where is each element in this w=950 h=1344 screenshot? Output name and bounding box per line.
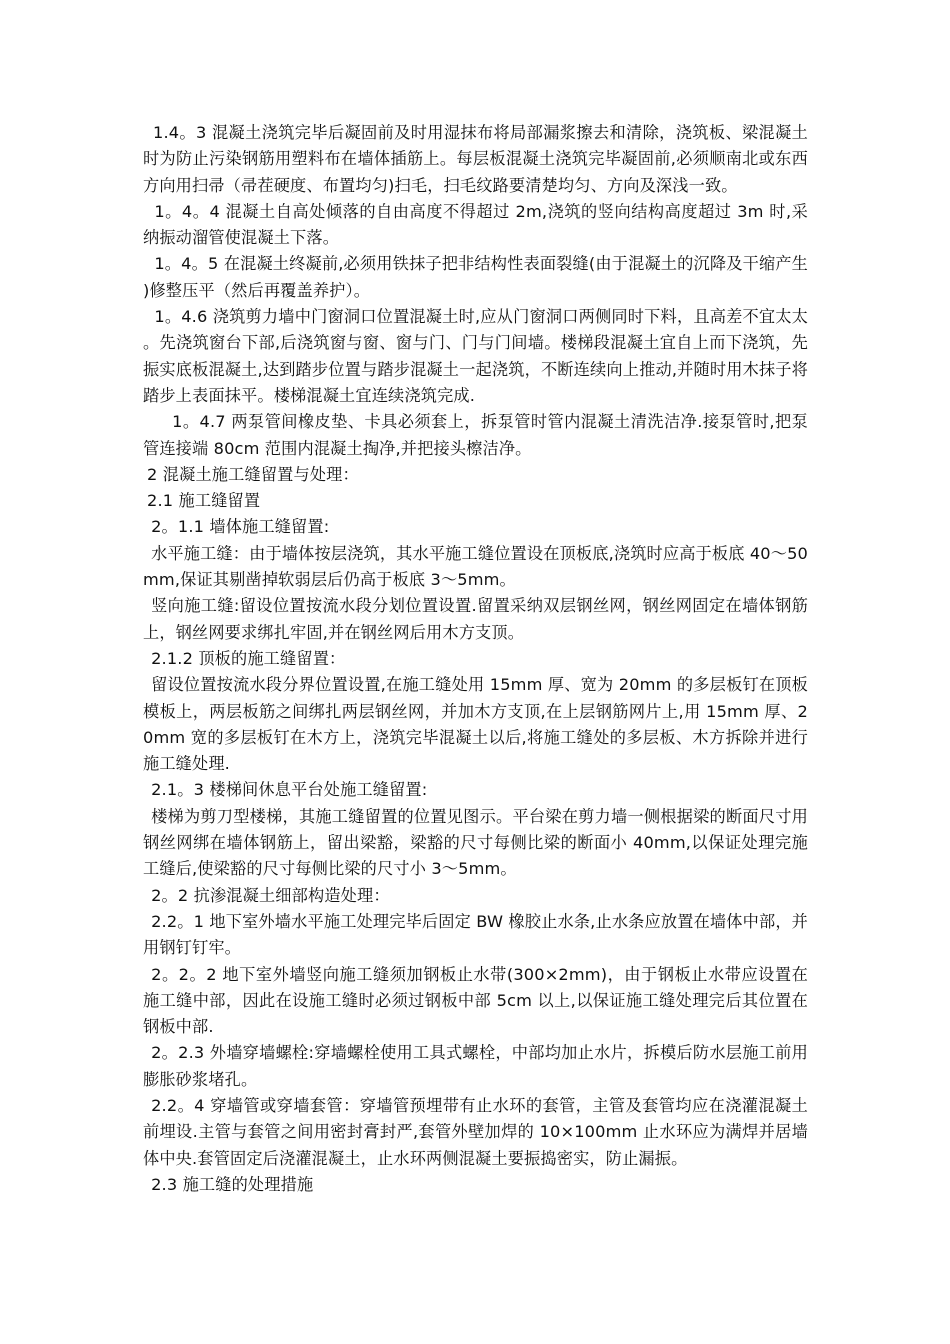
paragraph-vertical-joint: 竖向施工缝:留设位置按流水段分划位置设置.留置采纳双层钢丝网，钢丝网固定在墙体钢筋上，钢丝网要求绑扎牢固,并在钢丝网后用木方支顶。: [143, 596, 808, 642]
subsection-heading-2-1-1: 2。1.1 墙体施工缝留置:: [151, 517, 330, 537]
paragraph-2-2-3: 2。2.3 外墙穿墙螺栓:穿墙螺栓使用工具式螺栓，中部均加止水片，拆模后防水层施工前用膨胀砂浆堵孔。: [143, 1043, 808, 1089]
paragraph-1-4-6: 1。4.6 浇筑剪力墙中门窗洞口位置混凝土时,应从门窗洞口两侧同时下料，且高差不宜太太。先浇筑窗台下部,后浇筑窗与窗、窗与门、门与门间墙。楼梯段混凝土宜自上而下浇筑，先振实底板混凝土,达到踏步位置与踏步混凝土一起浇筑，不断连续向上推动,并随时用木抹子将踏步上表面抹平。楼梯混凝土宜连续浇筑完成.: [143, 307, 808, 405]
paragraph-1-4-3: 1.4。3 混凝土浇筑完毕后凝固前及时用湿抹布将局部漏浆擦去和清除，浇筑板、梁混凝土时为防止污染钢筋用塑料布在墙体插筋上。每层板混凝土浇筑完毕凝固前,必须顺南北或东西方向用扫帚（帚茬硬度、布置均匀)扫毛，扫毛纹路要清楚均匀、方向及深浅一致。: [143, 123, 808, 195]
paragraph-2-2-4: 2.2。4 穿墙管或穿墙套管：穿墙管预埋带有止水环的套管，主管及套管均应在浇灌混凝土前埋设.主管与套管之间用密封膏封严,套管外壁加焊的 10×100mm 止水环应为满焊并居墙体中央.套管固定后浇灌混凝土，止水环两侧混凝土要振捣密实，防止漏振。: [143, 1095, 808, 1168]
paragraph-horizontal-joint: 水平施工缝：由于墙体按层浇筑，其水平施工缝位置设在顶板底,浇筑时应高于板底 40～50mm,保证其剔凿掉软弱层后仍高于板底 3～5mm。: [143, 543, 808, 590]
section-heading-2: 2 混凝土施工缝留置与处理：: [147, 464, 359, 484]
paragraph-2-2-1: 2.2。1 地下室外墙水平施工处理完毕后固定 BW 橡胶止水条,止水条应放置在墙体中部，并用钢钉钉牢。: [143, 911, 808, 958]
paragraph-1-4-7: 1。4.7 两泵管间橡皮垫、卡具必须套上，拆泵管时管内混凝土清洗洁净.接泵管时,把泵管连接端 80cm 范围内混凝土掏净,并把接头檫洁净。: [143, 412, 808, 458]
paragraph-1-4-5: 1。4。5 在混凝土终凝前,必须用铁抹子把非结构性表面裂缝(由于混凝土的沉降及干缩产生)修整压平（然后再覆盖养护）。: [143, 254, 808, 300]
subsection-heading-2-1-3: 2.1。3 楼梯间休息平台处施工缝留置:: [151, 780, 428, 800]
subsection-heading-2-1-2: 2.1.2 顶板的施工缝留置：: [151, 648, 346, 668]
paragraph-1-4-4: 1。4。4 混凝土自高处倾落的自由高度不得超过 2m,浇筑的竖向结构高度超过 3m 时,采纳振动溜管使混凝土下落。: [143, 201, 808, 248]
document-body: [143, 120, 808, 1198]
subsection-heading-2-3: 2.3 施工缝的处理措施: [151, 1174, 314, 1194]
paragraph-2-2-2: 2。2。2 地下室外墙竖向施工缝须加钢板止水带(300×2mm)，由于钢板止水带应设置在施工缝中部，因此在设施工缝时必须过钢板中部 5cm 以上,以保证施工缝处理完后其位置在钢板中部.: [143, 964, 808, 1037]
paragraph-slab-joint: 留设位置按流水段分界位置设置,在施工缝处用 15mm 厚、宽为 20mm 的多层板钉在顶板模板上，两层板筋之间绑扎两层钢丝网，并加木方支顶,在上层钢筋网片上,用 15mm 厚、20mm 宽的多层板钉在木方上，浇筑完毕混凝土以后,将施工缝处的多层板、木方拆除并进行施工缝处理.: [143, 675, 808, 774]
subsection-heading-2-1: 2.1 施工缝留置: [147, 491, 261, 511]
paragraph-stair-joint: 楼梯为剪刀型楼梯，其施工缝留置的位置见图示。平台梁在剪力墙一侧根据梁的断面尺寸用钢丝网绑在墙体钢筋上，留出梁豁，梁豁的尺寸每侧比梁的断面小 40mm,以保证处理完施工缝后,使梁豁的尺寸每侧比梁的尺寸小 3～5mm。: [143, 806, 808, 879]
subsection-heading-2-2: 2。2 抗渗混凝土细部构造处理：: [151, 885, 390, 905]
